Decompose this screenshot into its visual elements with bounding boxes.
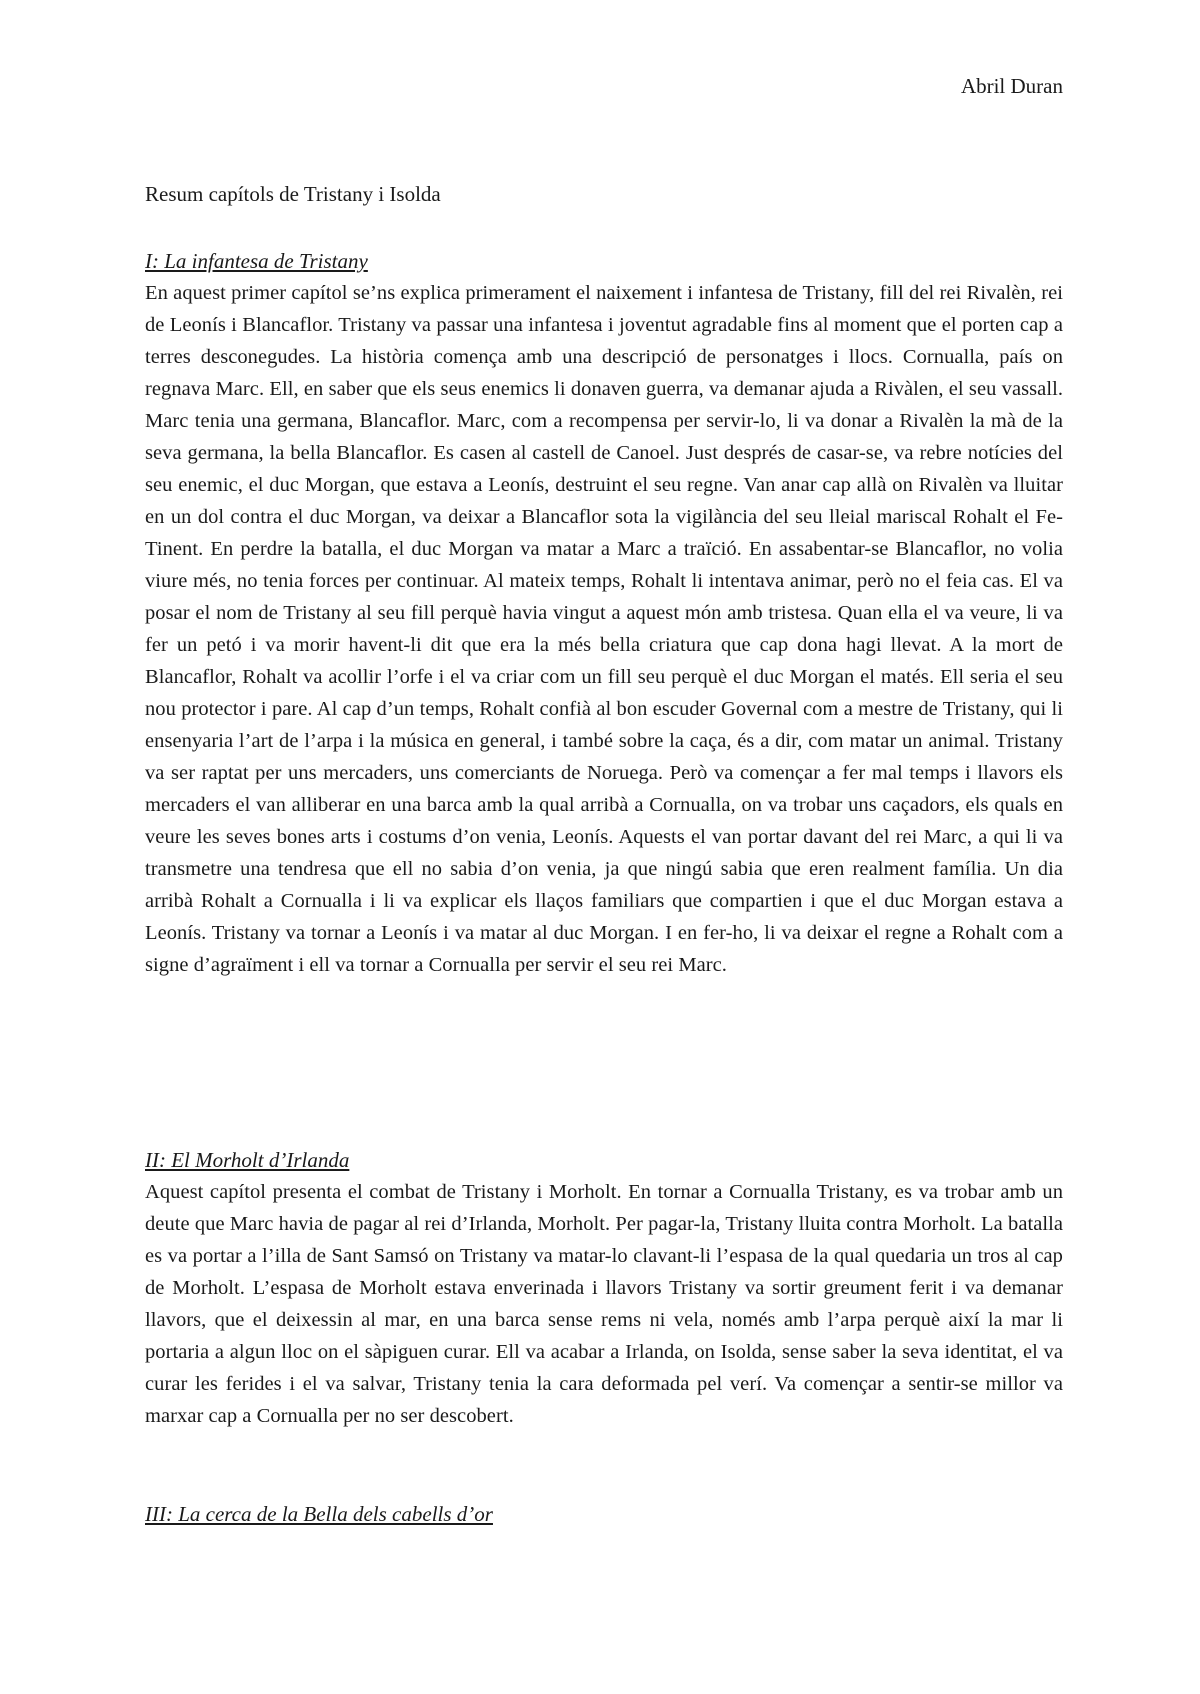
document-title: Resum capítols de Tristany i Isolda xyxy=(145,182,441,206)
chapter-heading: II: El Morholt d’Irlanda xyxy=(145,1148,350,1172)
chapter-summary: Aquest capítol presenta el combat de Tristany i Morholt. En tornar a Cornualla Tristany, es va trobar amb un deute que Marc havia de pagar al rei d’Irlanda, Morholt. Per pagar-la, Tristany lluita contra Morholt. La batalla es va portar a l’illa de Sant Samsó on Tristany va matar-lo clavant-li l’espasa de la qual quedaria un tros al cap de Morholt. L’espasa de Morholt estava enverinada i llavors Tristany va sortir greument ferit i va demanar llavors, que el deixessin al mar, en una barca sense rems ni vela, només amb l’arpa perquè així la mar li portaria a algun lloc on el sàpiguen curar. Ell va acabar a Irlanda, on Isolda, sense saber la seva identitat, el va curar les ferides i el va salvar, Tristany tenia la cara deformada pel verí. Va començar a sentir-se millor va marxar cap a Cornualla per no ser descobert. xyxy=(145,1181,1063,1427)
chapter-heading: III: La cerca de la Bella dels cabells d’or xyxy=(145,1502,493,1526)
chapter-section xyxy=(145,1498,1063,1530)
chapter-summary: En aquest primer capítol se’ns explica primerament el naixement i infantesa de Tristany, fill del rei Rivalèn, rei de Leonís i Blancaflor. Tristany va passar una infantesa i joventut agradable fins al moment que el porten cap a terres desconegudes. La història comença amb una descripció de personatges i llocs. Cornualla, país on regnava Marc. Ell, en saber que els seus enemics li donaven guerra, va demanar ajuda a Rivàlen, el seu vassall. Marc tenia una germana, Blancaflor. Marc, com a recompensa per servir-lo, li va donar a Rivalèn la mà de la seva germana, la bella Blancaflor. Es casen al castell de Canoel. Just després de casar-se, va rebre notícies del seu enemic, el duc Morgan, que estava a Leonís, destruint el seu regne. Van anar cap allà on Rivalèn va lluitar en un dol contra el duc Morgan, va deixar a Blancaflor sota la vigilància del seu lleial mariscal Rohalt el Fe-Tinent. En perdre la batalla, el duc Morgan va matar a Marc a traïció. En assabentar-se Blancaflor, no volia viure més, no tenia forces per continuar. Al mateix temps, Rohalt li intentava animar, però no el feia cas. El va posar el nom de Tristany al seu fill perquè havia vingut a aquest món amb tristesa. Quan ella el va veure, li va fer un petó i va morir havent-li dit que era la més bella criatura que cap dona hagi llevat. A la mort de Blancaflor, Rohalt va acollir l’orfe i el va criar com un fill seu perquè el duc Morgan el matés. Ell seria el seu nou protector i pare. Al cap d’un temps, Rohalt confià al bon escuder Governal com a mestre de Tristany, qui li ensenyaria l’art de l’arpa i la música en general, i també sobre la caça, és a dir, com matar un animal. Tristany va ser raptat per uns mercaders, uns comerciants de Noruega. Però va començar a fer mal temps i llavors els mercaders el van alliberar en una barca amb la qual arribà a Cornualla, on va trobar uns caçadors, els quals en veure les seves bones arts i costums d’on venia, Leonís. Aquests el van portar davant del rei Marc, a qui li va transmetre una tendresa que ell no sabia d’on venia, ja que ningú sabia que eren realment família. Un dia arribà Rohalt a Cornualla i li va explicar els llaços familiars que compartien i que el duc Morgan estava a Leonís. Tristany va tornar a Leonís i va matar al duc Morgan. I en fer-ho, li va deixar el regne a Rohalt com a signe d’agraïment i ell va tornar a Cornualla per servir el seu rei Marc. xyxy=(145,282,1063,976)
chapter-section xyxy=(145,1144,1063,1432)
chapter-section xyxy=(145,245,1063,981)
author-name: Abril Duran xyxy=(960,74,1063,98)
chapter-heading: I: La infantesa de Tristany xyxy=(145,249,368,273)
